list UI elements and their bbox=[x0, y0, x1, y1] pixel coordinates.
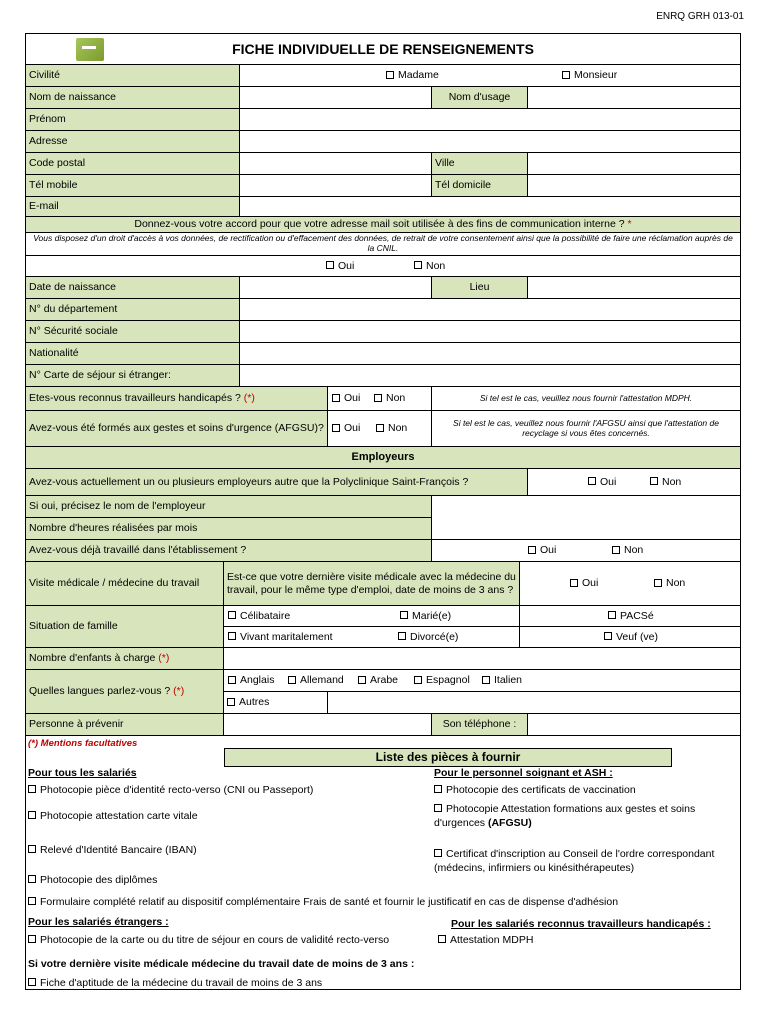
page-title: FICHE INDIVIDUELLE DE RENSEIGNEMENTS bbox=[232, 41, 534, 57]
afgsu-oui[interactable]: Oui bbox=[332, 422, 360, 434]
option-pacse[interactable]: PACSé bbox=[608, 610, 654, 622]
checkbox-icon bbox=[374, 394, 382, 402]
checkbox-icon bbox=[562, 71, 570, 79]
option-divorce[interactable]: Divorcé(e) bbox=[398, 631, 458, 643]
label-autres-employeurs: Avez-vous actuellement un ou plusieurs employeurs autre que la Polyclinique Saint-François ? bbox=[26, 469, 528, 496]
label-code-postal: Code postal bbox=[26, 153, 240, 175]
autres-employeurs-options bbox=[528, 469, 740, 496]
piece-identite: Photocopie pièce d'identité recto-verso (CNI ou Passeport) bbox=[28, 784, 313, 796]
checkbox-icon bbox=[288, 676, 296, 684]
handicape-oui[interactable]: Oui bbox=[332, 392, 360, 404]
langue-autres-cell bbox=[224, 692, 328, 714]
form-frame bbox=[25, 33, 741, 990]
label-lieu: Lieu bbox=[432, 277, 528, 299]
label-tel-domicile: Tél domicile bbox=[432, 175, 528, 197]
input-enfants[interactable] bbox=[224, 648, 740, 670]
label-personne: Personne à prévenir bbox=[26, 714, 224, 736]
input-email[interactable] bbox=[240, 197, 740, 217]
langue-espagnol[interactable]: Espagnol bbox=[414, 674, 470, 686]
input-code-postal[interactable] bbox=[240, 153, 432, 175]
input-nom-employeur[interactable] bbox=[432, 496, 740, 540]
langue-anglais[interactable]: Anglais bbox=[228, 674, 274, 686]
piece-ordre: Certificat d'inscription au Conseil de l'ordre correspondant (médecins, infirmiers ou kinésithérapeutes) bbox=[434, 848, 715, 875]
label-prenom: Prénom bbox=[26, 109, 240, 131]
input-nom-usage[interactable] bbox=[528, 87, 740, 109]
checkbox-icon bbox=[434, 785, 442, 793]
option-madame[interactable]: Madame bbox=[386, 69, 439, 81]
label-secu: N° Sécurité sociale bbox=[26, 321, 240, 343]
etrangers-heading: Pour les salariés étrangers : bbox=[28, 916, 169, 928]
visite-question: Est-ce que votre dernière visite médicale avec la médecine du travail, pour le même type d'emploi, date de moins de 3 ans ? bbox=[224, 562, 520, 606]
mentions-facultatives: (*) Mentions facultatives bbox=[28, 738, 138, 749]
input-nom-naissance[interactable] bbox=[240, 87, 432, 109]
checkbox-icon bbox=[398, 632, 406, 640]
input-date-naissance[interactable] bbox=[240, 277, 432, 299]
checkbox-icon bbox=[654, 579, 662, 587]
checkbox-icon bbox=[414, 261, 422, 269]
checkbox-icon bbox=[28, 785, 36, 793]
accord-mail-options bbox=[26, 256, 740, 277]
civilite-options bbox=[240, 65, 740, 87]
option-vivant[interactable]: Vivant maritalement bbox=[228, 631, 333, 643]
soignant-heading: Pour le personnel soignant et ASH : bbox=[434, 767, 613, 779]
checkbox-icon bbox=[414, 676, 422, 684]
employeurs-non[interactable]: Non bbox=[650, 476, 681, 488]
afgsu-non[interactable]: Non bbox=[376, 422, 407, 434]
checkbox-icon bbox=[438, 935, 446, 943]
afgsu-note: Si tel est le cas, veuillez nous fournir l'AFGSU ainsi que l'attestation de recyclage si vous êtes concernés. bbox=[432, 411, 740, 447]
input-langues-autres[interactable] bbox=[328, 692, 740, 714]
label-langues: Quelles langues parlez-vous ? (*) bbox=[26, 670, 224, 714]
visite-options bbox=[520, 562, 740, 606]
input-nationalite[interactable] bbox=[240, 343, 740, 365]
situation-pacse-cell bbox=[520, 606, 740, 627]
situation-veuf-cell bbox=[520, 627, 740, 648]
checkbox-icon bbox=[434, 849, 442, 857]
deja-oui[interactable]: Oui bbox=[528, 544, 556, 556]
visite-non[interactable]: Non bbox=[654, 577, 685, 589]
piece-vitale: Photocopie attestation carte vitale bbox=[28, 810, 198, 822]
employeurs-header: Employeurs bbox=[26, 447, 740, 469]
input-tel-domicile[interactable] bbox=[528, 175, 740, 197]
checkbox-icon bbox=[400, 611, 408, 619]
handicape-options bbox=[328, 387, 432, 411]
checkbox-icon bbox=[332, 424, 340, 432]
langue-arabe[interactable]: Arabe bbox=[358, 674, 398, 686]
checkbox-icon bbox=[28, 897, 36, 905]
label-visite: Visite médicale / médecine du travail bbox=[26, 562, 224, 606]
input-carte-sejour[interactable] bbox=[240, 365, 740, 387]
checkbox-icon bbox=[434, 804, 442, 812]
langues-options bbox=[224, 670, 740, 692]
input-adresse[interactable] bbox=[240, 131, 740, 153]
checkbox-icon bbox=[228, 632, 236, 640]
piece-rib: Relevé d'Identité Bancaire (IBAN) bbox=[28, 844, 197, 856]
tous-salaries-heading: Pour tous les salariés bbox=[28, 767, 137, 779]
afgsu-options bbox=[328, 411, 432, 447]
document-reference: ENRQ GRH 013-01 bbox=[656, 11, 744, 22]
visite-oui[interactable]: Oui bbox=[570, 577, 598, 589]
label-heures: Nombre d'heures réalisées par mois bbox=[26, 518, 432, 540]
situation-row1 bbox=[224, 606, 520, 627]
liste-pieces-title: Liste des pièces à fournir bbox=[224, 748, 672, 767]
piece-mutuelle: Formulaire complété relatif au dispositif complémentaire Frais de santé et fournir le justificatif en cas de dispense d'adhésion bbox=[28, 896, 618, 908]
label-son-tel: Son téléphone : bbox=[432, 714, 528, 736]
input-son-tel[interactable] bbox=[528, 714, 740, 736]
piece-vaccination: Photocopie des certificats de vaccination bbox=[434, 784, 636, 796]
checkbox-icon bbox=[28, 978, 36, 986]
handicapes-heading: Pour les salariés reconnus travailleurs handicapés : bbox=[451, 918, 711, 930]
handicape-note: Si tel est le cas, veuillez nous fournir l'attestation MDPH. bbox=[432, 387, 740, 411]
input-departement[interactable] bbox=[240, 299, 740, 321]
label-adresse: Adresse bbox=[26, 131, 240, 153]
piece-mdph: Attestation MDPH bbox=[438, 934, 533, 946]
label-enfants: Nombre d'enfants à charge (*) bbox=[26, 648, 224, 670]
checkbox-icon bbox=[326, 261, 334, 269]
option-celibataire[interactable]: Célibataire bbox=[228, 610, 290, 622]
input-secu[interactable] bbox=[240, 321, 740, 343]
label-departement: N° du département bbox=[26, 299, 240, 321]
checkbox-icon bbox=[608, 611, 616, 619]
checkbox-icon bbox=[28, 845, 36, 853]
checkbox-icon bbox=[228, 676, 236, 684]
piece-carte-sejour: Photocopie de la carte ou du titre de séjour en cours de validité recto-verso bbox=[28, 934, 389, 946]
option-monsieur[interactable]: Monsieur bbox=[562, 69, 617, 81]
accord-oui[interactable]: Oui bbox=[326, 260, 354, 272]
piece-diplomes: Photocopie des diplômes bbox=[28, 874, 157, 886]
label-email: E-mail bbox=[26, 197, 240, 217]
checkbox-icon bbox=[228, 611, 236, 619]
checkbox-icon bbox=[28, 875, 36, 883]
checkbox-icon bbox=[227, 698, 235, 706]
situation-row2 bbox=[224, 627, 520, 648]
form-header bbox=[26, 34, 740, 65]
checkbox-icon bbox=[376, 424, 384, 432]
deja-travaille-options bbox=[432, 540, 740, 562]
label-tel-mobile: Tél mobile bbox=[26, 175, 240, 197]
input-tel-mobile[interactable] bbox=[240, 175, 432, 197]
label-civilite: Civilité bbox=[26, 65, 240, 87]
visite-3ans-heading: Si votre dernière visite médicale médecine du travail date de moins de 3 ans : bbox=[28, 958, 415, 970]
handicape-non[interactable]: Non bbox=[374, 392, 405, 404]
input-prenom[interactable] bbox=[240, 109, 740, 131]
deja-non[interactable]: Non bbox=[612, 544, 643, 556]
checkbox-icon bbox=[650, 477, 658, 485]
accord-mail-question: Donnez-vous votre accord pour que votre adresse mail soit utilisée à des fins de communication interne ? * bbox=[26, 217, 740, 233]
checkbox-icon bbox=[332, 394, 340, 402]
option-veuf[interactable]: Veuf (ve) bbox=[604, 631, 658, 643]
checkbox-icon bbox=[588, 477, 596, 485]
label-nom-naissance: Nom de naissance bbox=[26, 87, 240, 109]
droits-cnil-note: Vous disposez d'un droit d'accès à vos données, de rectification ou d'effacement des données, de retrait de votre consentement ainsi que la possibilité de faire une réclamation auprès de la CNIL. bbox=[26, 233, 740, 256]
piece-afgsu: Photocopie Attestation formations aux gestes et soins d'urgences (AFGSU) bbox=[434, 803, 696, 830]
input-ville[interactable] bbox=[528, 153, 740, 175]
label-nationalite: Nationalité bbox=[26, 343, 240, 365]
checkbox-icon bbox=[482, 676, 490, 684]
label-ville: Ville bbox=[432, 153, 528, 175]
checkbox-icon bbox=[28, 811, 36, 819]
checkbox-icon bbox=[604, 632, 612, 640]
label-nom-usage: Nom d'usage bbox=[432, 87, 528, 109]
langue-autres[interactable]: Autres bbox=[227, 696, 269, 708]
label-situation: Situation de famille bbox=[26, 606, 224, 648]
checkbox-icon bbox=[570, 579, 578, 587]
label-nom-employeur: Si oui, précisez le nom de l'employeur bbox=[26, 496, 432, 518]
label-handicape: Etes-vous reconnus travailleurs handicapés ? (*) bbox=[26, 387, 328, 411]
label-carte-sejour: N° Carte de séjour si étranger: bbox=[26, 365, 240, 387]
langue-allemand[interactable]: Allemand bbox=[288, 674, 344, 686]
checkbox-icon bbox=[358, 676, 366, 684]
input-lieu[interactable] bbox=[528, 277, 740, 299]
checkbox-icon bbox=[528, 546, 536, 554]
langue-italien[interactable]: Italien bbox=[482, 674, 522, 686]
piece-aptitude: Fiche d'aptitude de la médecine du travail de moins de 3 ans bbox=[28, 977, 322, 989]
label-date-naissance: Date de naissance bbox=[26, 277, 240, 299]
employeurs-oui[interactable]: Oui bbox=[588, 476, 616, 488]
option-marie[interactable]: Marié(e) bbox=[400, 610, 451, 622]
checkbox-icon bbox=[612, 546, 620, 554]
label-afgsu: Avez-vous été formés aux gestes et soins d'urgence (AFGSU)? bbox=[26, 411, 328, 447]
accord-non[interactable]: Non bbox=[414, 260, 445, 272]
checkbox-icon bbox=[386, 71, 394, 79]
label-deja-travaille: Avez-vous déjà travaillé dans l'établissement ? bbox=[26, 540, 432, 562]
checkbox-icon bbox=[28, 935, 36, 943]
input-personne[interactable] bbox=[224, 714, 432, 736]
